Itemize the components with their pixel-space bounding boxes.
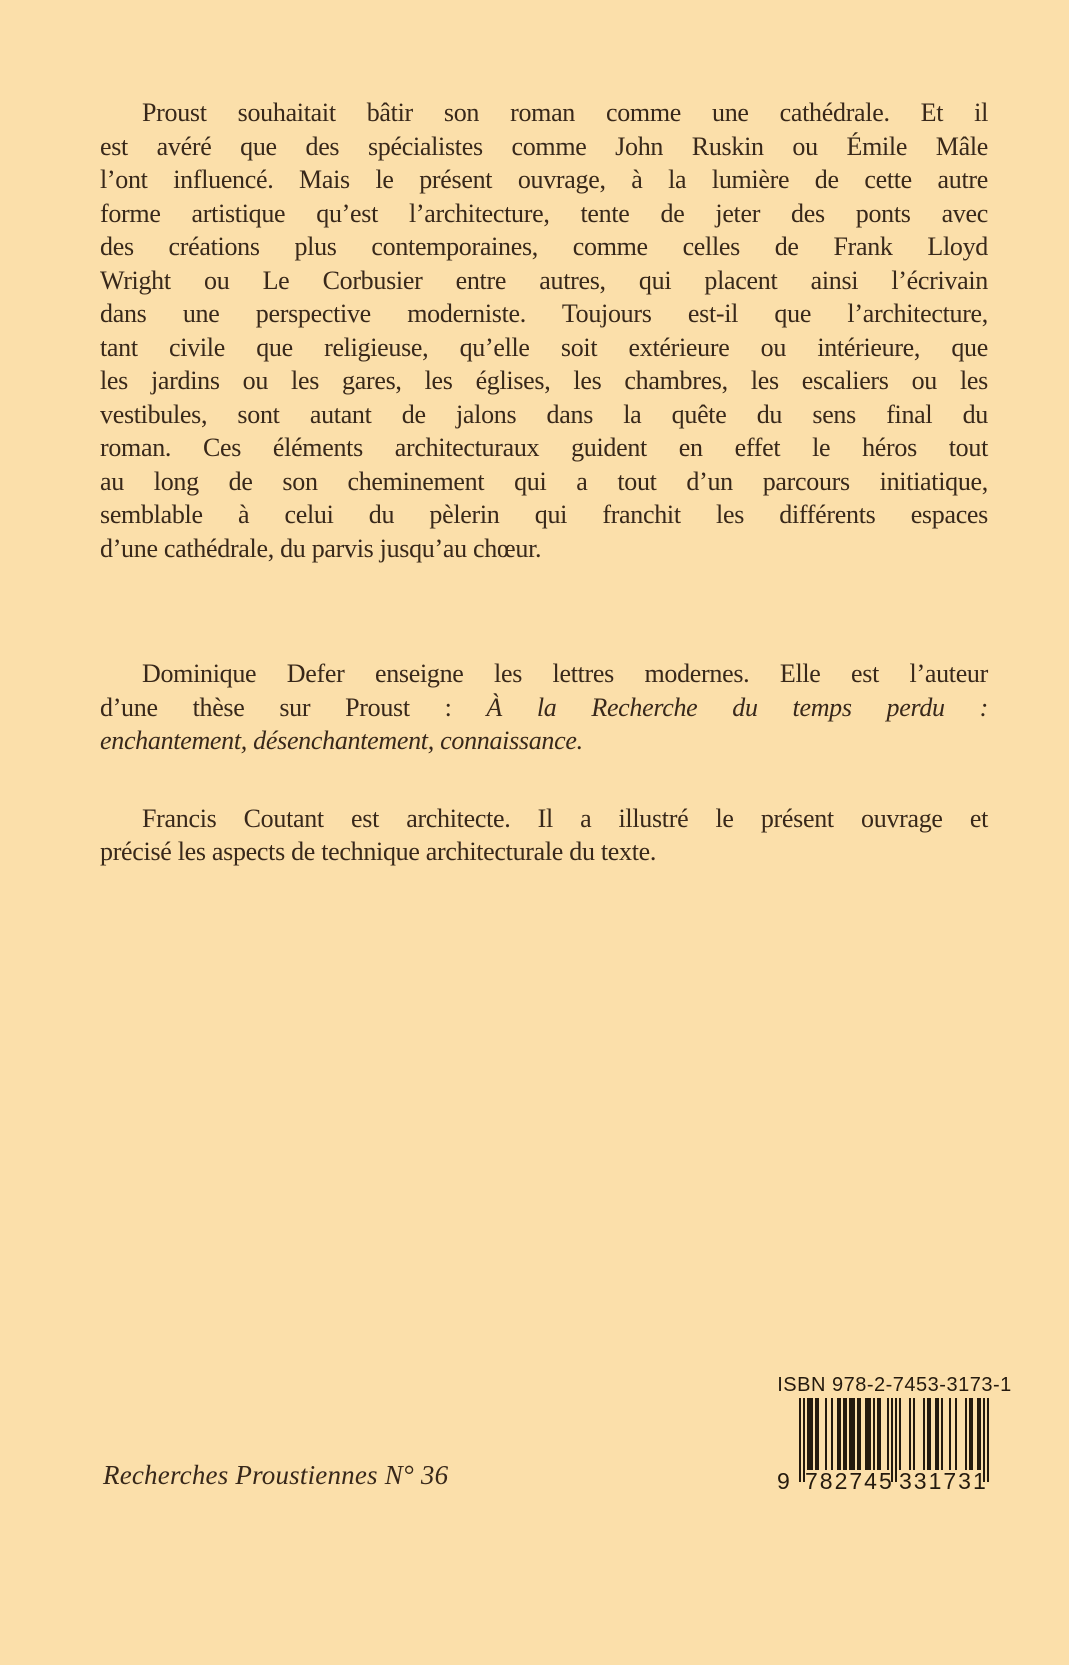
synopsis-line: Proust souhaitait bâtir son roman comme une cathédrale. Et il <box>142 98 988 127</box>
illustrator-note-line: précisé les aspects de technique architecturale du texte. <box>100 837 657 866</box>
synopsis-line: dans une perspective moderniste. Toujours est-il que l’architecture, <box>100 299 988 328</box>
isbn-label: ISBN 978-2-7453-3173-1 <box>777 1374 1012 1396</box>
synopsis-line: l’ont influencé. Mais le présent ouvrage, à la lumière de cette autre <box>100 165 988 194</box>
synopsis-line: Wright ou Le Corbusier entre autres, qui placent ainsi l’écrivain <box>100 265 988 295</box>
book-title-italic: À la Recherche du temps perdu : <box>486 692 988 722</box>
ean-digits-left-group: 782745 <box>805 1468 894 1494</box>
synopsis-line: des créations plus contemporaines, comme celles de Frank Lloyd <box>100 232 988 261</box>
author-note-regular-text: d’une thèse sur Proust : <box>100 692 487 722</box>
synopsis-line: semblable à celui du pèlerin qui franchit les différents espaces <box>100 500 988 529</box>
book-subtitle-italic: enchantement, désenchantement, connaissance. <box>100 726 583 755</box>
synopsis-line: d’une cathédrale, du parvis jusqu’au chœur. <box>100 533 542 563</box>
synopsis-line: les jardins ou les gares, les églises, les chambres, les escaliers ou les <box>100 366 988 395</box>
author-note-paragraph <box>100 657 988 758</box>
illustrator-note-paragraph <box>100 802 988 869</box>
ean13-digits <box>777 1468 1012 1498</box>
isbn-barcode-block <box>777 1374 1012 1499</box>
collection-label: Recherches Proustiennes N° 36 <box>103 1460 449 1490</box>
author-note-line <box>100 691 988 725</box>
synopsis-line: forme artistique qu’est l’architecture, tente de jeter des ponts avec <box>100 198 988 228</box>
synopsis-line: roman. Ces éléments architecturaux guident en effet le héros tout <box>100 433 988 462</box>
back-cover-text <box>100 96 988 869</box>
author-note-line: Dominique Defer enseigne les lettres modernes. Elle est l’auteur <box>142 659 988 688</box>
synopsis-line: est avéré que des spécialistes comme John Ruskin ou Émile Mâle <box>100 131 988 161</box>
synopsis-paragraph <box>100 96 988 565</box>
synopsis-line: vestibules, sont autant de jalons dans la quête du sens final du <box>100 399 988 429</box>
illustrator-note-line: Francis Coutant est architecte. Il a illustré le présent ouvrage et <box>142 803 988 833</box>
synopsis-line: tant civile que religieuse, qu’elle soit extérieure ou intérieure, que <box>100 332 988 362</box>
ean-digits-right-group: 331731 <box>899 1468 988 1494</box>
synopsis-line: au long de son cheminement qui a tout d’un parcours initiatique, <box>100 466 988 496</box>
ean-digit-first: 9 <box>777 1468 790 1494</box>
